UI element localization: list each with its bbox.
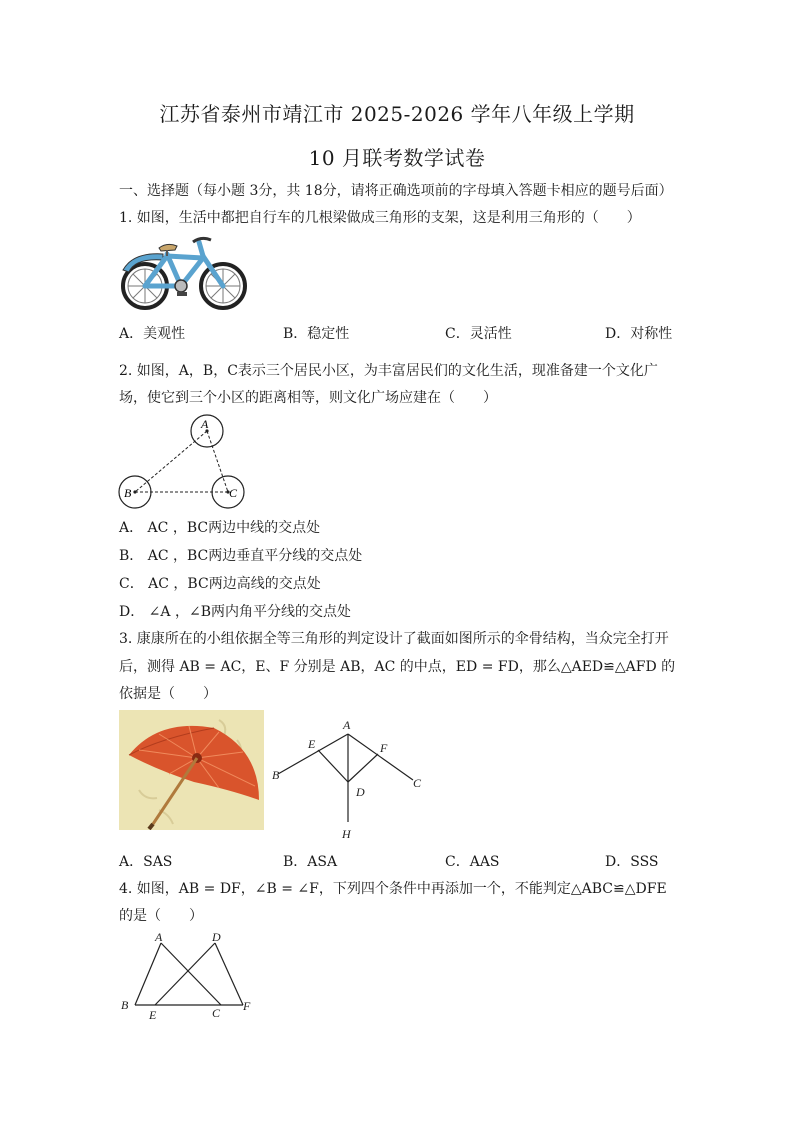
label-a: A [343,718,351,732]
q3-option-d: D．SSS [605,854,659,870]
title-line-1: 江苏省泰州市靖江市 2025-2026 学年八年级上学期 [159,102,635,126]
label-b: B [121,998,129,1012]
q2-stem-line-2: 场，使它到三个小区的距离相等，则文化广场应建在（ ） [119,390,497,406]
label-b: B [124,486,132,500]
title-line-2: 10 月联考数学试卷 [308,146,486,170]
label-e: E [149,1008,157,1022]
q1-option-b: B．稳定性 [283,326,350,342]
label-c: C [212,1006,221,1020]
q2-option-c: C． AC ，BC两边高线的交点处 [119,576,321,592]
label-f: F [243,999,251,1013]
q3-stem-line-3: 依据是（ ） [119,686,217,702]
q3-option-a: A．SAS [119,854,173,870]
label-a: A [201,417,209,431]
q2-option-d: D． ∠A ，∠B两内角平分线的交点处 [119,604,351,620]
q1-option-a: A．美观性 [119,326,186,342]
three-communities-figure [115,410,250,510]
congruent-triangles-figure [115,928,265,1024]
section-heading: 一、选择题（每小题 3分，共 18分，请将正确选项前的字母填入答题卡相应的题号后面） [119,183,673,199]
q1-option-c: C．灵活性 [445,326,512,342]
label-c: C [413,776,422,790]
label-b: B [272,768,280,782]
label-f: F [380,741,388,755]
q4-stem-line-1: 4. 如图，AB = DF，∠B = ∠F，下列四个条件中再添加一个，不能判定△ABC≌△DFE [119,881,667,897]
umbrella-photo [119,710,264,830]
q2-option-b: B． AC ，BC两边垂直平分线的交点处 [119,548,363,564]
label-a: A [155,930,163,944]
q1-option-d: D．对称性 [605,326,673,342]
q4-stem-line-2: 的是（ ） [119,908,203,924]
label-d: D [212,930,221,944]
q2-stem-line-1: 2. 如图，A，B，C表示三个居民小区，为丰富居民们的文化生活，现准备建一个文化广 [119,363,658,379]
label-e: E [308,737,316,751]
q3-option-c: C．AAS [445,854,500,870]
label-h: H [342,827,351,841]
q3-stem-line-2: 后，测得 AB = AC，E、F 分别是 AB，AC 的中点，ED = FD，那么△AED≌△AFD 的 [119,659,676,675]
q1-stem: 1. 如图，生活中都把自行车的几根梁做成三角形的支架，这是利用三角形的（ ） [119,210,641,226]
q2-option-a: A． AC ，BC两边中线的交点处 [119,520,321,536]
q3-stem-line-1: 3. 康康所在的小组依据全等三角形的判定设计了截面如图所示的伞骨结构，当众完全打开 [119,631,669,647]
umbrella-frame-diagram [268,712,428,844]
bicycle-figure [119,230,251,316]
q3-option-b: B．ASA [283,854,338,870]
label-c: C [229,486,238,500]
label-d: D [356,785,365,799]
